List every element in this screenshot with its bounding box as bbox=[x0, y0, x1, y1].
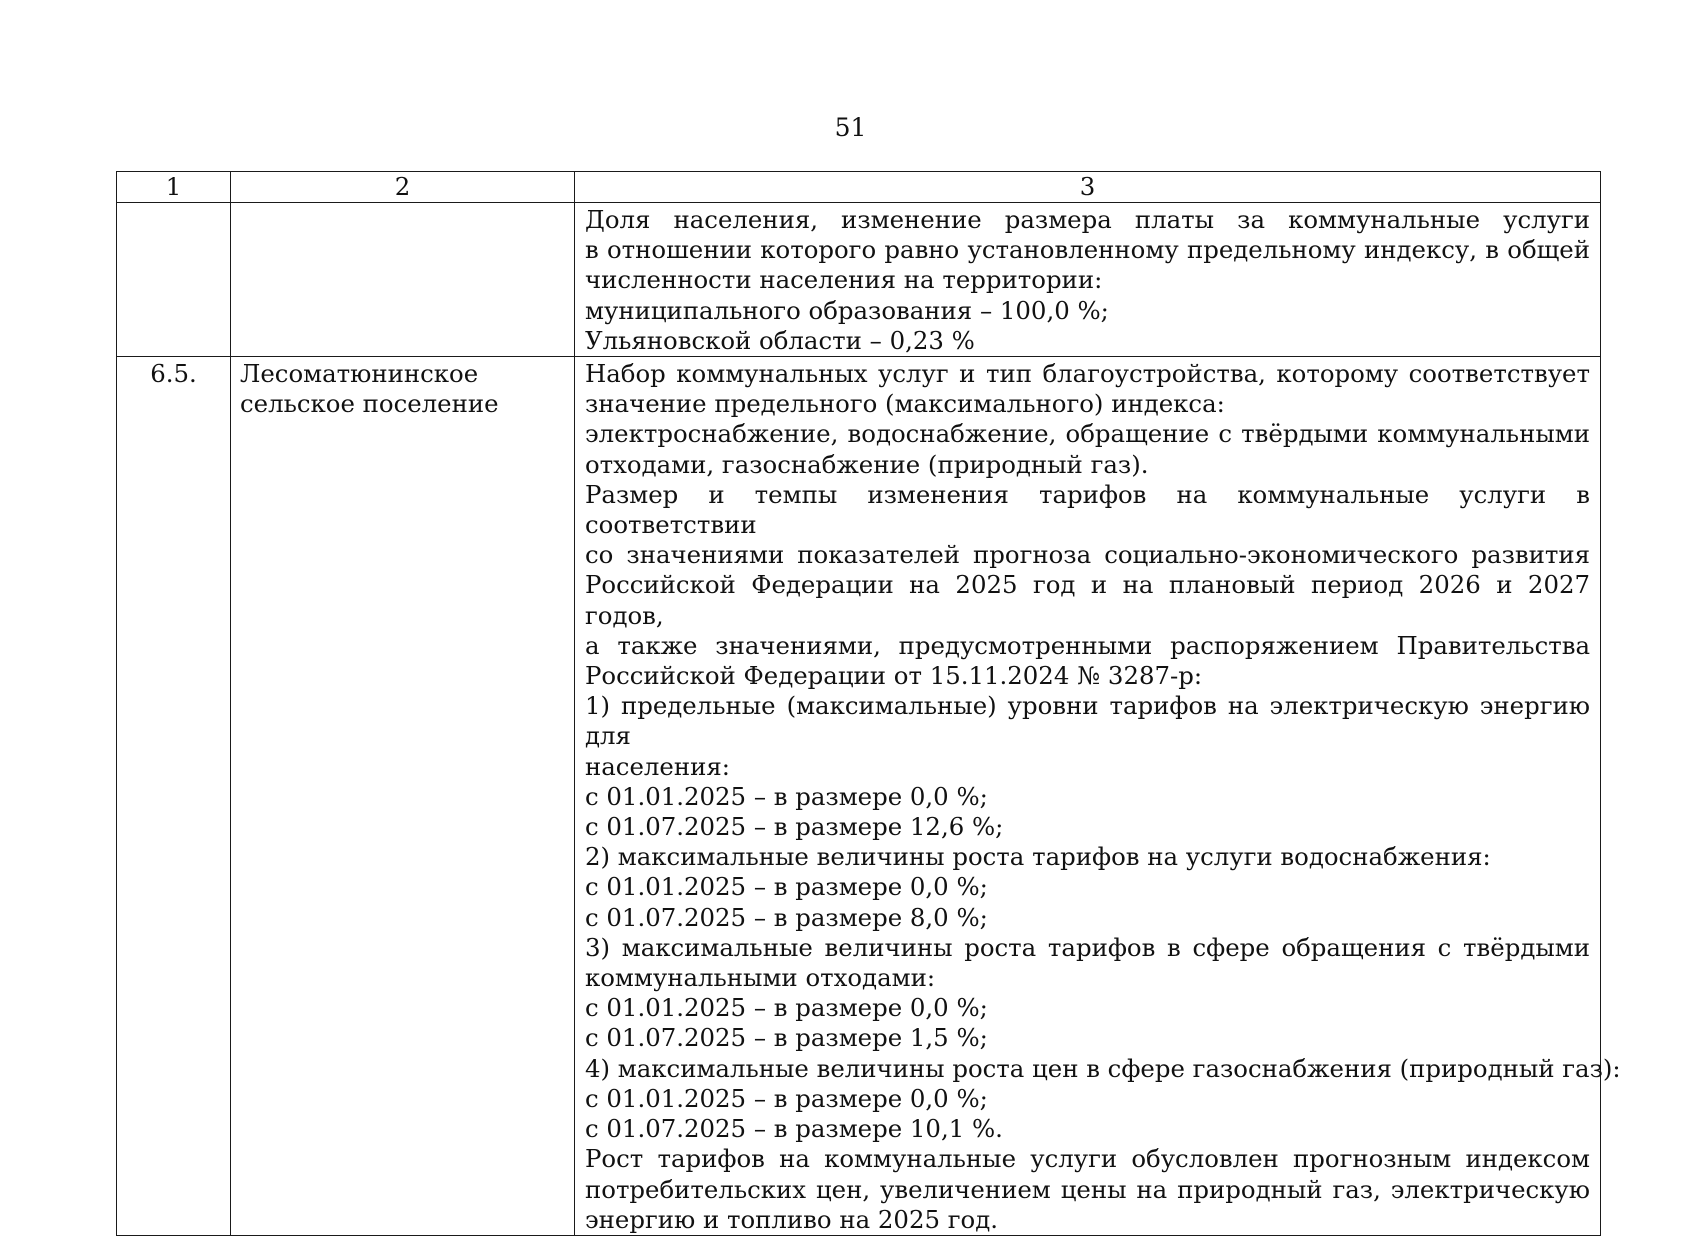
content-line: 3) максимальные величины роста тарифов в сфере обращения с твёрдыми bbox=[585, 932, 1590, 962]
settlement-name-line: Лесоматюнинское bbox=[240, 359, 479, 389]
content-line: муниципального образования – 100,0 %; bbox=[585, 295, 1109, 325]
content-line: с 01.07.2025 – в размере 1,5 %; bbox=[585, 1023, 988, 1053]
header-col-1: 1 bbox=[117, 172, 231, 203]
content-line: Ульяновской области – 0,23 % bbox=[585, 325, 975, 355]
page-number: 51 bbox=[834, 113, 867, 142]
content-line: Доля населения, изменение размера платы за коммунальные услуги bbox=[585, 205, 1590, 234]
content-line: с 01.01.2025 – в размере 0,0 %; bbox=[585, 781, 988, 811]
row-content bbox=[575, 203, 1601, 357]
content-line: со значениями показателей прогноза социально-экономического развития bbox=[585, 540, 1590, 570]
content-line: 4) максимальные величины роста цен в сфере газоснабжения (природный газ): bbox=[585, 1053, 1621, 1083]
content-line: электроснабжение, водоснабжение, обращение с твёрдыми коммунальными bbox=[585, 419, 1590, 449]
content-line: отходами, газоснабжение (природный газ). bbox=[585, 449, 1149, 479]
content-line: с 01.07.2025 – в размере 10,1 %. bbox=[585, 1114, 1003, 1144]
content-line: с 01.01.2025 – в размере 0,0 %; bbox=[585, 1083, 988, 1113]
header-col-3: 3 bbox=[575, 172, 1601, 203]
content-line: с 01.01.2025 – в размере 0,0 %; bbox=[585, 872, 988, 902]
row-number bbox=[117, 203, 231, 357]
content-line: с 01.01.2025 – в размере 0,0 %; bbox=[585, 993, 988, 1023]
table-row bbox=[117, 357, 1601, 1236]
content-line: 1) предельные (максимальные) уровни тарифов на электрическую энергию для bbox=[585, 691, 1590, 751]
content-line: с 01.07.2025 – в размере 8,0 %; bbox=[585, 902, 988, 932]
settlement-name bbox=[231, 203, 575, 357]
table-header-row bbox=[117, 172, 1601, 203]
header-col-2: 2 bbox=[231, 172, 575, 203]
settlement-name bbox=[231, 357, 575, 1236]
tariff-table bbox=[116, 171, 1621, 1236]
content-line: Набор коммунальных услуг и тип благоустройства, которому соответствует bbox=[585, 359, 1590, 389]
content-line: Российской Федерации на 2025 год и на плановый период 2026 и 2027 годов, bbox=[585, 570, 1590, 630]
content-line: Рост тарифов на коммунальные услуги обусловлен прогнозным индексом bbox=[585, 1144, 1590, 1174]
content-line: населения: bbox=[585, 751, 730, 781]
content-line: энергию и топливо на 2025 год. bbox=[585, 1204, 998, 1234]
content-line: Размер и темпы изменения тарифов на коммунальные услуги в соответствии bbox=[585, 479, 1590, 540]
content-line: с 01.07.2025 – в размере 12,6 %; bbox=[585, 812, 1004, 842]
content-line: численности населения на территории: bbox=[585, 265, 1103, 295]
content-line: в отношении которого равно установленному предельному индексу, в общей bbox=[585, 235, 1590, 265]
row-content bbox=[575, 357, 1621, 1236]
content-line: а также значениями, предусмотренными распоряжением Правительства bbox=[585, 630, 1590, 660]
settlement-name-line: сельское поселение bbox=[240, 389, 499, 419]
content-line: потребительских цен, увеличением цены на природный газ, электрическую bbox=[585, 1174, 1590, 1204]
content-line: коммунальными отходами: bbox=[585, 963, 936, 993]
row-number: 6.5. bbox=[117, 357, 231, 1236]
content-line: 2) максимальные величины роста тарифов на услуги водоснабжения: bbox=[585, 842, 1491, 872]
table-row bbox=[117, 203, 1601, 357]
content-line: Российской Федерации от 15.11.2024 № 3287-р: bbox=[585, 661, 1203, 691]
content-line: значение предельного (максимального) индекса: bbox=[585, 389, 1225, 419]
